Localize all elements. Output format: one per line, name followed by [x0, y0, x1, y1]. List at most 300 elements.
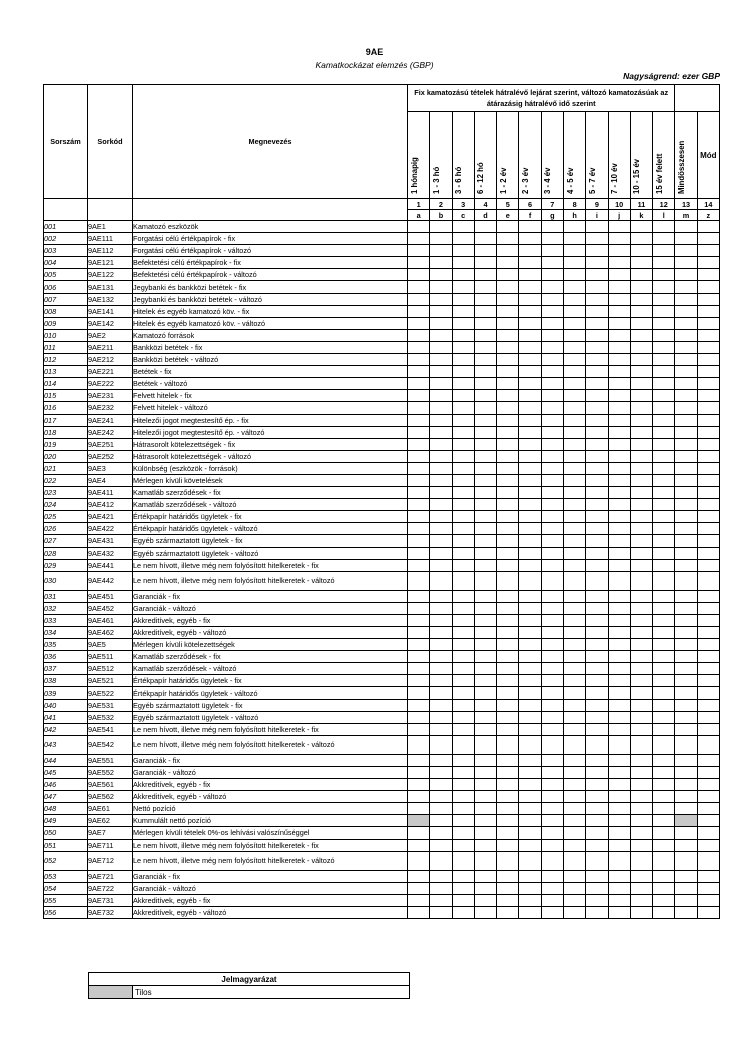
value-cell[interactable] — [563, 839, 585, 851]
value-cell[interactable] — [697, 699, 719, 711]
value-cell[interactable] — [541, 329, 563, 341]
value-cell[interactable] — [452, 559, 474, 571]
value-cell[interactable] — [497, 815, 519, 827]
value-cell[interactable] — [474, 390, 496, 402]
value-cell[interactable] — [608, 378, 630, 390]
value-cell[interactable] — [452, 754, 474, 766]
value-cell[interactable] — [452, 851, 474, 870]
value-cell[interactable] — [563, 766, 585, 778]
value-cell[interactable] — [474, 614, 496, 626]
value-cell[interactable] — [630, 687, 652, 699]
value-cell[interactable] — [630, 414, 652, 426]
value-cell[interactable] — [563, 402, 585, 414]
value-cell[interactable] — [653, 354, 675, 366]
value-cell[interactable] — [697, 281, 719, 293]
value-cell[interactable] — [608, 651, 630, 663]
value-cell[interactable] — [408, 803, 430, 815]
value-cell[interactable] — [653, 233, 675, 245]
value-cell[interactable] — [541, 627, 563, 639]
value-cell[interactable] — [653, 882, 675, 894]
value-cell[interactable] — [653, 827, 675, 839]
value-cell[interactable] — [608, 803, 630, 815]
value-cell[interactable] — [697, 559, 719, 571]
value-cell[interactable] — [563, 499, 585, 511]
value-cell[interactable] — [608, 487, 630, 499]
value-cell[interactable] — [408, 366, 430, 378]
value-cell[interactable] — [408, 341, 430, 353]
value-cell[interactable] — [697, 293, 719, 305]
value-cell[interactable] — [519, 450, 541, 462]
value-cell[interactable] — [630, 547, 652, 559]
value-cell[interactable] — [519, 687, 541, 699]
value-cell[interactable] — [474, 233, 496, 245]
value-cell[interactable] — [586, 462, 608, 474]
value-cell[interactable] — [474, 639, 496, 651]
value-cell[interactable] — [653, 851, 675, 870]
value-cell[interactable] — [608, 882, 630, 894]
value-cell[interactable] — [541, 221, 563, 233]
value-cell[interactable] — [653, 366, 675, 378]
value-cell[interactable] — [586, 766, 608, 778]
value-cell[interactable] — [474, 523, 496, 535]
value-cell[interactable] — [586, 791, 608, 803]
value-cell[interactable] — [675, 723, 697, 735]
value-cell[interactable] — [452, 293, 474, 305]
value-cell[interactable] — [452, 341, 474, 353]
value-cell[interactable] — [675, 366, 697, 378]
value-cell[interactable] — [408, 426, 430, 438]
value-cell[interactable] — [586, 487, 608, 499]
value-cell[interactable] — [675, 687, 697, 699]
value-cell[interactable] — [586, 366, 608, 378]
value-cell[interactable] — [474, 414, 496, 426]
value-cell[interactable] — [497, 402, 519, 414]
value-cell[interactable] — [630, 257, 652, 269]
value-cell[interactable] — [474, 906, 496, 918]
value-cell[interactable] — [408, 257, 430, 269]
value-cell[interactable] — [608, 627, 630, 639]
value-cell[interactable] — [697, 590, 719, 602]
value-cell[interactable] — [675, 233, 697, 245]
value-cell[interactable] — [608, 699, 630, 711]
value-cell[interactable] — [586, 426, 608, 438]
value-cell[interactable] — [452, 870, 474, 882]
value-cell[interactable] — [653, 487, 675, 499]
value-cell[interactable] — [474, 547, 496, 559]
value-cell[interactable] — [541, 779, 563, 791]
value-cell[interactable] — [452, 474, 474, 486]
value-cell[interactable] — [653, 414, 675, 426]
value-cell[interactable] — [541, 390, 563, 402]
value-cell[interactable] — [452, 390, 474, 402]
value-cell[interactable] — [653, 499, 675, 511]
value-cell[interactable] — [697, 474, 719, 486]
value-cell[interactable] — [541, 366, 563, 378]
value-cell[interactable] — [653, 523, 675, 535]
value-cell[interactable] — [519, 827, 541, 839]
value-cell[interactable] — [630, 803, 652, 815]
value-cell[interactable] — [408, 851, 430, 870]
value-cell[interactable] — [541, 341, 563, 353]
value-cell[interactable] — [630, 341, 652, 353]
value-cell[interactable] — [563, 317, 585, 329]
value-cell[interactable] — [474, 735, 496, 754]
value-cell[interactable] — [563, 281, 585, 293]
value-cell[interactable] — [630, 614, 652, 626]
value-cell[interactable] — [541, 438, 563, 450]
value-cell[interactable] — [653, 378, 675, 390]
value-cell[interactable] — [630, 590, 652, 602]
value-cell[interactable] — [630, 699, 652, 711]
value-cell[interactable] — [586, 221, 608, 233]
value-cell[interactable] — [497, 571, 519, 590]
value-cell[interactable] — [653, 639, 675, 651]
value-cell[interactable] — [630, 827, 652, 839]
value-cell[interactable] — [608, 663, 630, 675]
value-cell[interactable] — [697, 402, 719, 414]
value-cell[interactable] — [452, 269, 474, 281]
value-cell[interactable] — [408, 639, 430, 651]
value-cell[interactable] — [497, 523, 519, 535]
value-cell[interactable] — [452, 779, 474, 791]
value-cell[interactable] — [430, 245, 452, 257]
value-cell[interactable] — [474, 511, 496, 523]
value-cell[interactable] — [408, 559, 430, 571]
value-cell[interactable] — [497, 378, 519, 390]
value-cell[interactable] — [474, 839, 496, 851]
value-cell[interactable] — [430, 723, 452, 735]
value-cell[interactable] — [497, 627, 519, 639]
value-cell[interactable] — [497, 462, 519, 474]
value-cell[interactable] — [519, 354, 541, 366]
value-cell[interactable] — [586, 450, 608, 462]
value-cell[interactable] — [586, 779, 608, 791]
value-cell[interactable] — [519, 281, 541, 293]
value-cell[interactable] — [563, 723, 585, 735]
value-cell[interactable] — [586, 651, 608, 663]
value-cell[interactable] — [474, 651, 496, 663]
value-cell[interactable] — [608, 366, 630, 378]
value-cell[interactable] — [519, 663, 541, 675]
value-cell[interactable] — [408, 894, 430, 906]
value-cell[interactable] — [430, 257, 452, 269]
value-cell[interactable] — [563, 245, 585, 257]
value-cell[interactable] — [452, 602, 474, 614]
value-cell[interactable] — [563, 450, 585, 462]
value-cell[interactable] — [430, 233, 452, 245]
value-cell[interactable] — [563, 906, 585, 918]
value-cell[interactable] — [452, 590, 474, 602]
value-cell[interactable] — [675, 511, 697, 523]
value-cell[interactable] — [541, 305, 563, 317]
value-cell[interactable] — [452, 547, 474, 559]
value-cell[interactable] — [497, 803, 519, 815]
value-cell[interactable] — [608, 402, 630, 414]
value-cell[interactable] — [653, 245, 675, 257]
value-cell[interactable] — [497, 851, 519, 870]
value-cell[interactable] — [586, 293, 608, 305]
value-cell[interactable] — [497, 487, 519, 499]
value-cell[interactable] — [653, 779, 675, 791]
value-cell[interactable] — [608, 426, 630, 438]
value-cell[interactable] — [563, 414, 585, 426]
value-cell[interactable] — [675, 523, 697, 535]
value-cell[interactable] — [675, 754, 697, 766]
value-cell[interactable] — [586, 245, 608, 257]
value-cell[interactable] — [408, 779, 430, 791]
value-cell[interactable] — [586, 627, 608, 639]
value-cell[interactable] — [608, 329, 630, 341]
value-cell[interactable] — [497, 281, 519, 293]
value-cell[interactable] — [653, 317, 675, 329]
value-cell[interactable] — [586, 602, 608, 614]
value-cell[interactable] — [630, 329, 652, 341]
value-cell[interactable] — [697, 675, 719, 687]
value-cell[interactable] — [474, 711, 496, 723]
value-cell[interactable] — [541, 233, 563, 245]
value-cell[interactable] — [630, 663, 652, 675]
value-cell[interactable] — [408, 233, 430, 245]
value-cell[interactable] — [430, 523, 452, 535]
value-cell[interactable] — [563, 639, 585, 651]
value-cell[interactable] — [630, 723, 652, 735]
value-cell[interactable] — [430, 329, 452, 341]
value-cell[interactable] — [653, 293, 675, 305]
value-cell[interactable] — [430, 499, 452, 511]
value-cell[interactable] — [697, 791, 719, 803]
value-cell[interactable] — [408, 627, 430, 639]
value-cell[interactable] — [697, 499, 719, 511]
value-cell[interactable] — [519, 221, 541, 233]
value-cell[interactable] — [408, 293, 430, 305]
value-cell[interactable] — [563, 341, 585, 353]
value-cell[interactable] — [452, 663, 474, 675]
value-cell[interactable] — [653, 614, 675, 626]
value-cell[interactable] — [541, 827, 563, 839]
value-cell[interactable] — [608, 827, 630, 839]
value-cell[interactable] — [563, 627, 585, 639]
value-cell[interactable] — [697, 366, 719, 378]
value-cell[interactable] — [653, 839, 675, 851]
value-cell[interactable] — [519, 257, 541, 269]
value-cell[interactable] — [630, 627, 652, 639]
value-cell[interactable] — [497, 426, 519, 438]
value-cell[interactable] — [653, 723, 675, 735]
value-cell[interactable] — [653, 663, 675, 675]
value-cell[interactable] — [474, 317, 496, 329]
value-cell[interactable] — [653, 257, 675, 269]
value-cell[interactable] — [608, 293, 630, 305]
value-cell[interactable] — [563, 269, 585, 281]
value-cell[interactable] — [519, 426, 541, 438]
value-cell[interactable] — [675, 906, 697, 918]
value-cell[interactable] — [586, 257, 608, 269]
value-cell[interactable] — [497, 590, 519, 602]
value-cell[interactable] — [452, 894, 474, 906]
value-cell[interactable] — [586, 614, 608, 626]
value-cell[interactable] — [452, 414, 474, 426]
value-cell[interactable] — [608, 590, 630, 602]
value-cell[interactable] — [653, 535, 675, 547]
value-cell[interactable] — [653, 402, 675, 414]
value-cell[interactable] — [563, 699, 585, 711]
value-cell[interactable] — [430, 354, 452, 366]
value-cell[interactable] — [452, 402, 474, 414]
value-cell[interactable] — [452, 233, 474, 245]
value-cell[interactable] — [430, 766, 452, 778]
value-cell[interactable] — [586, 906, 608, 918]
value-cell[interactable] — [452, 815, 474, 827]
value-cell[interactable] — [452, 723, 474, 735]
value-cell[interactable] — [452, 305, 474, 317]
value-cell[interactable] — [563, 851, 585, 870]
value-cell[interactable] — [563, 257, 585, 269]
value-cell[interactable] — [519, 699, 541, 711]
value-cell[interactable] — [608, 791, 630, 803]
value-cell[interactable] — [497, 317, 519, 329]
value-cell[interactable] — [563, 354, 585, 366]
value-cell[interactable] — [653, 305, 675, 317]
value-cell[interactable] — [653, 590, 675, 602]
value-cell[interactable] — [675, 281, 697, 293]
value-cell[interactable] — [408, 269, 430, 281]
value-cell[interactable] — [675, 474, 697, 486]
value-cell[interactable] — [697, 627, 719, 639]
value-cell[interactable] — [430, 450, 452, 462]
value-cell[interactable] — [586, 559, 608, 571]
value-cell[interactable] — [586, 317, 608, 329]
value-cell[interactable] — [608, 499, 630, 511]
value-cell[interactable] — [563, 803, 585, 815]
value-cell[interactable] — [430, 269, 452, 281]
value-cell[interactable] — [630, 462, 652, 474]
value-cell[interactable] — [497, 735, 519, 754]
value-cell[interactable] — [697, 735, 719, 754]
value-cell[interactable] — [586, 269, 608, 281]
value-cell[interactable] — [408, 723, 430, 735]
value-cell[interactable] — [474, 894, 496, 906]
value-cell[interactable] — [541, 426, 563, 438]
value-cell[interactable] — [497, 906, 519, 918]
value-cell[interactable] — [586, 281, 608, 293]
value-cell[interactable] — [675, 547, 697, 559]
value-cell[interactable] — [586, 754, 608, 766]
value-cell[interactable] — [408, 329, 430, 341]
value-cell[interactable] — [586, 523, 608, 535]
value-cell[interactable] — [653, 711, 675, 723]
value-cell[interactable] — [519, 882, 541, 894]
value-cell[interactable] — [474, 602, 496, 614]
value-cell[interactable] — [452, 221, 474, 233]
value-cell[interactable] — [519, 474, 541, 486]
value-cell[interactable] — [474, 221, 496, 233]
value-cell[interactable] — [608, 535, 630, 547]
value-cell[interactable] — [608, 639, 630, 651]
value-cell[interactable] — [608, 870, 630, 882]
value-cell[interactable] — [586, 402, 608, 414]
value-cell[interactable] — [474, 378, 496, 390]
value-cell[interactable] — [519, 851, 541, 870]
value-cell[interactable] — [563, 779, 585, 791]
value-cell[interactable] — [630, 281, 652, 293]
value-cell[interactable] — [653, 450, 675, 462]
value-cell[interactable] — [608, 281, 630, 293]
value-cell[interactable] — [474, 269, 496, 281]
value-cell[interactable] — [519, 293, 541, 305]
value-cell[interactable] — [474, 723, 496, 735]
value-cell[interactable] — [630, 317, 652, 329]
value-cell[interactable] — [653, 894, 675, 906]
value-cell[interactable] — [408, 305, 430, 317]
value-cell[interactable] — [586, 378, 608, 390]
value-cell[interactable] — [675, 426, 697, 438]
value-cell[interactable] — [608, 559, 630, 571]
value-cell[interactable] — [586, 414, 608, 426]
value-cell[interactable] — [697, 803, 719, 815]
value-cell[interactable] — [675, 590, 697, 602]
value-cell[interactable] — [430, 511, 452, 523]
value-cell[interactable] — [430, 906, 452, 918]
value-cell[interactable] — [519, 366, 541, 378]
value-cell[interactable] — [608, 450, 630, 462]
value-cell[interactable] — [541, 766, 563, 778]
value-cell[interactable] — [541, 511, 563, 523]
value-cell[interactable] — [452, 627, 474, 639]
value-cell[interactable] — [541, 414, 563, 426]
value-cell[interactable] — [497, 687, 519, 699]
value-cell[interactable] — [408, 675, 430, 687]
value-cell[interactable] — [430, 474, 452, 486]
value-cell[interactable] — [474, 341, 496, 353]
value-cell[interactable] — [541, 378, 563, 390]
value-cell[interactable] — [541, 687, 563, 699]
value-cell[interactable] — [452, 614, 474, 626]
value-cell[interactable] — [697, 779, 719, 791]
value-cell[interactable] — [563, 547, 585, 559]
value-cell[interactable] — [519, 329, 541, 341]
value-cell[interactable] — [497, 882, 519, 894]
value-cell[interactable] — [675, 438, 697, 450]
value-cell[interactable] — [675, 221, 697, 233]
value-cell[interactable] — [519, 754, 541, 766]
value-cell[interactable] — [408, 511, 430, 523]
value-cell[interactable] — [519, 614, 541, 626]
value-cell[interactable] — [675, 257, 697, 269]
value-cell[interactable] — [430, 293, 452, 305]
value-cell[interactable] — [586, 354, 608, 366]
value-cell[interactable] — [519, 803, 541, 815]
value-cell[interactable] — [541, 571, 563, 590]
value-cell[interactable] — [608, 462, 630, 474]
value-cell[interactable] — [608, 614, 630, 626]
value-cell[interactable] — [497, 257, 519, 269]
value-cell[interactable] — [519, 511, 541, 523]
value-cell[interactable] — [474, 699, 496, 711]
value-cell[interactable] — [653, 474, 675, 486]
value-cell[interactable] — [653, 341, 675, 353]
value-cell[interactable] — [586, 675, 608, 687]
value-cell[interactable] — [697, 766, 719, 778]
value-cell[interactable] — [408, 687, 430, 699]
value-cell[interactable] — [697, 462, 719, 474]
value-cell[interactable] — [519, 906, 541, 918]
value-cell[interactable] — [519, 766, 541, 778]
value-cell[interactable] — [586, 723, 608, 735]
value-cell[interactable] — [519, 559, 541, 571]
value-cell[interactable] — [497, 870, 519, 882]
value-cell[interactable] — [541, 699, 563, 711]
value-cell[interactable] — [541, 354, 563, 366]
